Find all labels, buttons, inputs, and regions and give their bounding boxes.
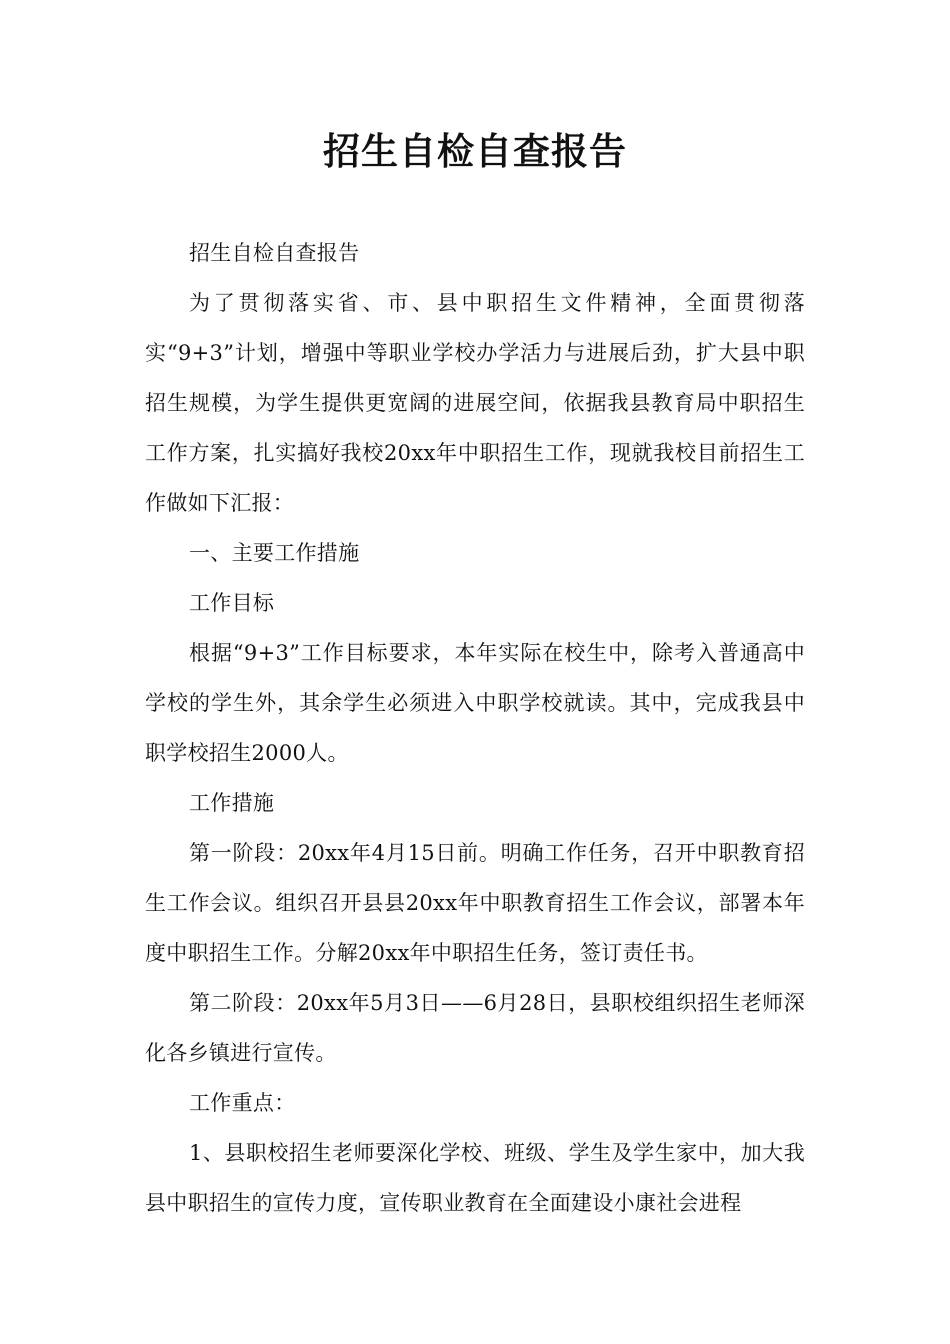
paragraph-focus-item-1: 1、县职校招生老师要深化学校、班级、学生及学生家中，加大我县中职招生的宣传力度，宣传职业教育在全面建设小康社会进程: [145, 1141, 805, 1215]
paragraph-work-goal: 根据“9+3”工作目标要求，本年实际在校生中，除考入普通高中学校的学生外，其余学生必须进入中职学校就读。其中，完成我县中职学校招生2000人。: [145, 641, 805, 765]
paragraph-phase-two: 第二阶段：20xx年5月3日——6月28日，县职校组织招生老师深化各乡镇进行宣传。: [145, 991, 805, 1065]
document-title: 招生自检自查报告: [323, 130, 627, 173]
paragraph-heading-repeat: 招生自检自查报告: [189, 241, 360, 265]
subheading-work-goal: 工作目标: [189, 591, 275, 615]
subheading-work-measures: 工作措施: [189, 791, 275, 815]
paragraph-phase-one: 第一阶段：20xx年4月15日前。明确工作任务，召开中职教育招生工作会议。组织召开县县20xx年中职教育招生工作会议，部署本年度中职招生工作。分解20xx年中职招生任务，签订责任书。: [145, 841, 805, 965]
section-heading-main-measures: 一、主要工作措施: [189, 541, 360, 565]
document-body: [145, 228, 805, 1228]
subheading-work-focus: 工作重点：: [189, 1091, 296, 1115]
paragraph-intro: 为了贯彻落实省、市、县中职招生文件精神，全面贯彻落实“9+3”计划，增强中等职业学校办学活力与进展后劲，扩大县中职招生规模，为学生提供更宽阔的进展空间，依据我县教育局中职招生工作方案，扎实搞好我校20xx年中职招生工作，现就我校目前招生工作做如下汇报：: [145, 291, 805, 515]
